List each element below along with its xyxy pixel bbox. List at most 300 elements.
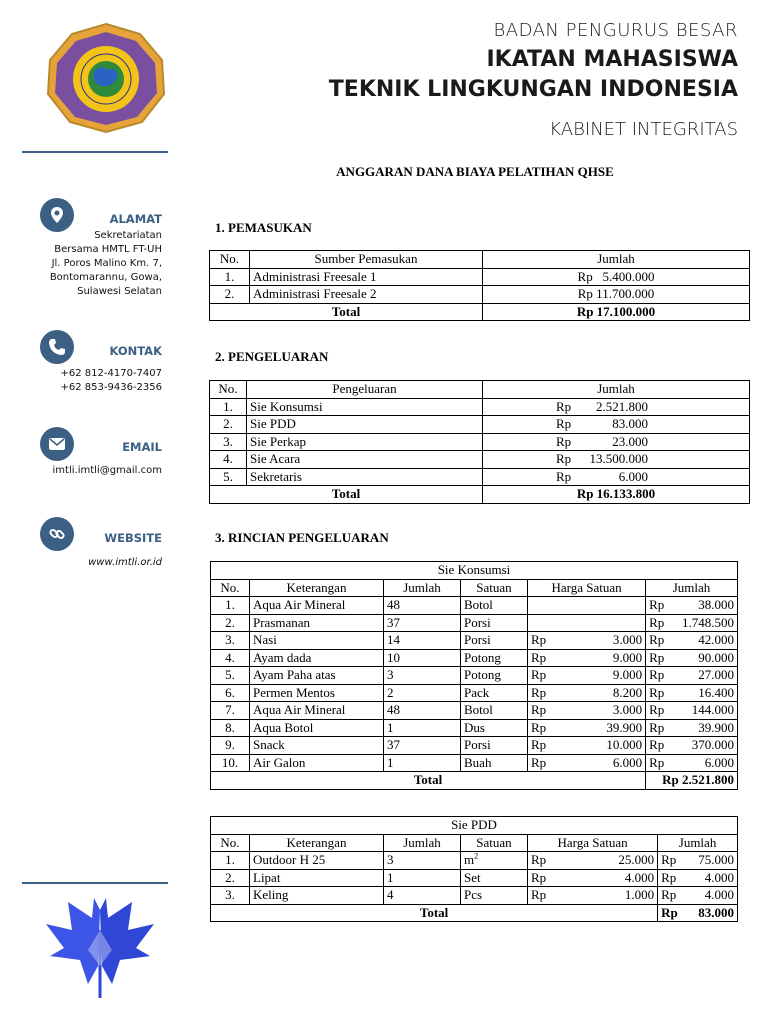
- cell-total-currency-text: Rp: [649, 719, 665, 735]
- cell-keterangan-text: Aqua Botol: [253, 719, 314, 735]
- header-no: No.: [211, 834, 250, 852]
- table-row: [211, 719, 738, 737]
- cell-no: 3.: [210, 433, 247, 451]
- table-row: [211, 632, 738, 650]
- header-jumlah-total: Jumlah: [658, 834, 738, 852]
- cell-harga-currency: [528, 852, 572, 870]
- cell-satuan: [461, 667, 528, 685]
- cell-jumlah-text: 1: [387, 719, 394, 735]
- cell-item: Sie PDD: [247, 416, 483, 434]
- cell-keterangan-text: Snack: [253, 737, 285, 753]
- cell-no-text: 8.: [225, 719, 235, 735]
- alamat-line: Sulawesi Selatan: [77, 286, 162, 297]
- header-jumlah: Jumlah: [384, 834, 461, 852]
- cell-item: Sekretaris: [247, 468, 483, 486]
- cell-keterangan-text: Prasmanan: [253, 614, 311, 630]
- header-line-1: BADAN PENGURUS BESAR: [493, 20, 738, 41]
- header-satuan: Satuan: [461, 834, 528, 852]
- cell-no-text: 6.: [225, 684, 235, 700]
- cell-jumlah: [384, 737, 461, 755]
- table-row: [211, 869, 738, 887]
- cell-no-text: 10.: [221, 754, 239, 770]
- cell-total: [670, 754, 737, 772]
- total-value: Rp 16.133.800: [483, 486, 750, 504]
- cell-jumlah: [483, 433, 750, 451]
- cell-harga: [568, 614, 646, 632]
- cell-total-text: 38.000: [698, 597, 734, 613]
- unit-superscript: 2: [474, 851, 479, 861]
- alamat-line: Bontomarannu, Gowa,: [49, 272, 162, 283]
- cell-keterangan-text: Aqua Air Mineral: [253, 702, 346, 718]
- total-label: Total: [210, 486, 483, 504]
- kontak-text: [61, 367, 162, 395]
- cell-jumlah: [384, 649, 461, 667]
- cell-no-text: 1.: [225, 852, 235, 868]
- cell-item: Sie Acara: [247, 451, 483, 469]
- cell-keterangan-text: Nasi: [253, 632, 277, 648]
- table-row: [211, 684, 738, 702]
- cell-total: [670, 597, 737, 615]
- currency: Rp: [556, 451, 572, 467]
- cell-satuan: [461, 754, 528, 772]
- cell-total-currency: [646, 719, 671, 737]
- cell-harga: [568, 737, 646, 755]
- cell-no: [211, 719, 250, 737]
- header-jumlah: Jumlah: [483, 381, 750, 399]
- total-row: [211, 904, 738, 922]
- cell-no-text: 2.: [225, 614, 235, 630]
- cell-satuan: [461, 649, 528, 667]
- pemasukan-table: [209, 250, 750, 321]
- cell-no-text: 1.: [225, 597, 235, 613]
- cell-harga-currency-text: Rp: [531, 632, 547, 648]
- cell-harga-text: 6.000: [612, 754, 643, 770]
- website-url[interactable]: www.imtli.or.id: [88, 557, 162, 568]
- cell-harga-text: 10.000: [606, 737, 643, 753]
- cell-total-currency-text: Rp: [649, 702, 665, 718]
- cell-no: [211, 754, 250, 772]
- cell-total-currency: [658, 869, 685, 887]
- cell-satuan-text: Set: [464, 869, 481, 885]
- currency: Rp: [556, 433, 572, 449]
- cell-harga-currency: [528, 597, 568, 615]
- cell-satuan: [461, 869, 528, 887]
- cell-keterangan-text: Outdoor H 25: [253, 852, 326, 868]
- cell-harga-currency: [528, 667, 568, 685]
- pdd-table: [210, 816, 738, 922]
- cell-satuan-text: Porsi: [464, 737, 491, 753]
- section-pemasukan-heading: 1. PEMASUKAN: [215, 220, 312, 235]
- cell-harga-currency: [528, 737, 568, 755]
- cell-jumlah: [384, 597, 461, 615]
- cell-keterangan: [250, 754, 384, 772]
- cell-keterangan: [250, 667, 384, 685]
- cell-satuan: [461, 632, 528, 650]
- table-row: [211, 754, 738, 772]
- cell-harga-currency: [528, 869, 572, 887]
- cell-jumlah-text: 1: [387, 754, 394, 770]
- cell-total-text: 4.000: [704, 869, 734, 885]
- email-icon: [40, 427, 74, 461]
- cell-jumlah-text: 2: [387, 684, 394, 700]
- cell-no: [211, 632, 250, 650]
- cell-satuan: [461, 737, 528, 755]
- cell-total-currency: [646, 597, 671, 615]
- cell-harga-currency-text: Rp: [531, 869, 547, 885]
- cell-total-currency-text: Rp: [661, 869, 677, 885]
- cell-no: [211, 737, 250, 755]
- cell-jumlah: [384, 632, 461, 650]
- cell-total-currency-text: Rp: [649, 614, 665, 630]
- amount: 83.000: [612, 416, 648, 432]
- cell-total-currency: [658, 887, 685, 905]
- table-row: [211, 649, 738, 667]
- cell-no: [211, 614, 250, 632]
- cell-satuan-text: Porsi: [464, 632, 491, 648]
- cell-total: [670, 719, 737, 737]
- cell-total-currency: [658, 852, 685, 870]
- konsumsi-table: [210, 561, 738, 790]
- cell-keterangan-text: Ayam Paha atas: [253, 667, 336, 683]
- total-value: Rp 17.100.000: [483, 303, 750, 321]
- cell-satuan-text: Dus: [464, 719, 485, 735]
- table-row: [210, 398, 750, 416]
- cell-keterangan: [250, 869, 384, 887]
- cell-harga-currency-text: Rp: [531, 737, 547, 753]
- header-no: No.: [210, 251, 250, 269]
- letterhead: [329, 20, 738, 141]
- cell-jumlah-text: 1: [387, 869, 394, 885]
- cell-harga-currency: [528, 632, 568, 650]
- cell-total: [684, 852, 737, 870]
- cell-satuan: [461, 719, 528, 737]
- cell-harga: [572, 869, 658, 887]
- cell-keterangan: [250, 887, 384, 905]
- cell-keterangan-text: Permen Mentos: [253, 684, 335, 700]
- cell-jumlah: [483, 468, 750, 486]
- cell-satuan-text: Botol: [464, 597, 493, 613]
- cell-no-text: 7.: [225, 702, 235, 718]
- total-value: 83.000: [684, 904, 737, 922]
- cell-jumlah: [483, 416, 750, 434]
- cell-keterangan: [250, 614, 384, 632]
- cell-harga-currency-text: Rp: [531, 887, 547, 903]
- header-keterangan: Keterangan: [250, 834, 384, 852]
- table-header-row: [210, 251, 750, 269]
- total-label: Total: [211, 772, 646, 790]
- alamat-line: Sekretariatan: [94, 230, 162, 241]
- header-line-3: TEKNIK LINGKUNGAN INDONESIA: [328, 77, 738, 102]
- sidebar-divider-bottom: [22, 882, 168, 884]
- cell-no-text: 9.: [225, 737, 235, 753]
- cell-jumlah: Rp 11.700.000: [483, 286, 750, 304]
- cell-total: [670, 649, 737, 667]
- cell-total: [684, 887, 737, 905]
- cell-harga-currency-text: Rp: [531, 684, 547, 700]
- cell-total-text: 370.000: [691, 737, 734, 753]
- table-header-row: [211, 579, 738, 597]
- cell-total-text: 75.000: [698, 852, 734, 868]
- cell-satuan: [461, 852, 528, 870]
- cell-jumlah-text: 14: [387, 632, 400, 648]
- cell-harga: [568, 667, 646, 685]
- currency: Rp: [556, 416, 572, 432]
- cell-total-text: 39.900: [698, 719, 734, 735]
- cell-total-currency: [646, 614, 671, 632]
- cell-keterangan: [250, 737, 384, 755]
- cell-no: [211, 597, 250, 615]
- cell-total-text: 6.000: [704, 754, 734, 770]
- cell-harga: [568, 632, 646, 650]
- cell-harga-currency: [528, 887, 572, 905]
- cell-no-text: 2.: [225, 869, 235, 885]
- cell-total-currency-text: Rp: [649, 649, 665, 665]
- maple-leaf-icon: [40, 890, 160, 1000]
- cell-harga-currency: [528, 719, 568, 737]
- cell-total-currency-text: Rp: [649, 737, 665, 753]
- cell-sumber: Administrasi Freesale 2: [250, 286, 483, 304]
- cell-harga-text: 3.000: [612, 702, 643, 718]
- cell-harga-text: 25.000: [618, 852, 655, 868]
- cell-satuan-text: m: [464, 852, 475, 868]
- cell-harga: [568, 702, 646, 720]
- cell-harga-currency-text: Rp: [531, 667, 547, 683]
- cell-harga-text: 8.200: [612, 684, 643, 700]
- pengeluaran-table: [209, 380, 750, 504]
- header-pengeluaran: Pengeluaran: [247, 381, 483, 399]
- section-pengeluaran-heading: 2. PENGELUARAN: [215, 349, 329, 364]
- total-label: Total: [211, 904, 658, 922]
- organization-logo: [42, 22, 170, 134]
- header-harga-satuan: Harga Satuan: [528, 834, 658, 852]
- cell-jumlah-text: 3: [387, 667, 394, 683]
- cell-keterangan: [250, 649, 384, 667]
- cell-keterangan-text: Aqua Air Mineral: [253, 597, 346, 613]
- cell-total: [670, 614, 737, 632]
- cell-total-currency: [646, 649, 671, 667]
- cell-jumlah: [384, 852, 461, 870]
- cell-jumlah: Rp 5.400.000: [483, 268, 750, 286]
- cell-total: [670, 684, 737, 702]
- header-sumber: Sumber Pemasukan: [250, 251, 483, 269]
- cell-no: [211, 684, 250, 702]
- cell-total-currency: [646, 632, 671, 650]
- table-row: [210, 451, 750, 469]
- cell-keterangan: [250, 719, 384, 737]
- cell-harga: [572, 887, 658, 905]
- cell-total-text: 16.400: [698, 684, 734, 700]
- table-row: [211, 702, 738, 720]
- amount: 23.000: [612, 433, 648, 449]
- table-row: [210, 433, 750, 451]
- amount: 13.500.000: [589, 451, 648, 467]
- cell-keterangan-text: Ayam dada: [253, 649, 312, 665]
- total-row: [210, 486, 750, 504]
- cell-satuan-text: Pcs: [464, 887, 483, 903]
- cell-harga: [568, 649, 646, 667]
- cell-jumlah: [384, 887, 461, 905]
- cell-harga-text: 4.000: [624, 869, 655, 885]
- cell-harga-currency: [528, 614, 568, 632]
- cell-harga-currency: [528, 754, 568, 772]
- cell-satuan-text: Botol: [464, 702, 493, 718]
- cell-total-text: 42.000: [698, 632, 734, 648]
- table-row: [211, 887, 738, 905]
- header-no: No.: [211, 579, 250, 597]
- cell-harga: [568, 684, 646, 702]
- table-row: [211, 597, 738, 615]
- cell-total-currency-text: Rp: [649, 597, 665, 613]
- website-title: WEBSITE: [104, 531, 162, 545]
- cell-harga-text: 9.000: [612, 649, 643, 665]
- table-row: [211, 852, 738, 870]
- cell-total: [684, 869, 737, 887]
- cell-total-currency: [646, 684, 671, 702]
- cell-keterangan-text: Lipat: [253, 869, 281, 885]
- header-jumlah: Jumlah: [384, 579, 461, 597]
- cell-harga: [572, 852, 658, 870]
- location-icon: [40, 198, 74, 232]
- cell-total: [670, 702, 737, 720]
- cell-total-text: 1.748.500: [682, 614, 734, 630]
- cell-keterangan-text: Keling: [253, 887, 289, 903]
- cell-no: [211, 649, 250, 667]
- cell-no: 4.: [210, 451, 247, 469]
- cell-jumlah-text: 4: [387, 887, 394, 903]
- header-keterangan: Keterangan: [250, 579, 384, 597]
- cell-no: [211, 852, 250, 870]
- kontak-title: KONTAK: [109, 344, 162, 358]
- cell-keterangan: [250, 684, 384, 702]
- cell-harga: [568, 754, 646, 772]
- cell-total-currency: [646, 737, 671, 755]
- phone-number: +62 853-9436-2356: [60, 382, 162, 393]
- cell-satuan: [461, 597, 528, 615]
- cell-no: 5.: [210, 468, 247, 486]
- table-caption-row: [211, 562, 738, 580]
- cell-keterangan: [250, 852, 384, 870]
- header-line-2: IKATAN MAHASISWA: [486, 47, 738, 72]
- email-title: EMAIL: [122, 440, 162, 454]
- table-header-row: [210, 381, 750, 399]
- cell-satuan: [461, 887, 528, 905]
- table-row: [211, 737, 738, 755]
- header-line-4: KABINET INTEGRITAS: [549, 119, 738, 140]
- amount: 2.521.800: [596, 398, 648, 414]
- total-label: Total: [210, 303, 483, 321]
- cell-total-currency-text: Rp: [649, 632, 665, 648]
- total-row: [210, 303, 750, 321]
- header-jumlah: Jumlah: [483, 251, 750, 269]
- cell-harga-currency-text: Rp: [531, 702, 547, 718]
- cell-harga-text: 1.000: [624, 887, 655, 903]
- cell-keterangan: [250, 632, 384, 650]
- cell-no: 1.: [210, 398, 247, 416]
- cell-jumlah: [384, 754, 461, 772]
- cell-harga: [568, 597, 646, 615]
- cell-jumlah-text: 3: [387, 852, 394, 868]
- header-no: No.: [210, 381, 247, 399]
- cell-jumlah: [384, 702, 461, 720]
- cell-satuan-text: Potong: [464, 667, 501, 683]
- cell-jumlah: [483, 398, 750, 416]
- cell-jumlah: [384, 869, 461, 887]
- alamat-line: Jl. Poros Malino Km. 7,: [51, 258, 162, 269]
- cell-satuan-text: Potong: [464, 649, 501, 665]
- cell-total-text: 4.000: [704, 887, 734, 903]
- cell-total: [670, 667, 737, 685]
- cell-no: [211, 667, 250, 685]
- phone-icon: [40, 330, 74, 364]
- total-value: Rp 2.521.800: [646, 772, 738, 790]
- cell-jumlah: [483, 451, 750, 469]
- cell-satuan-text: Porsi: [464, 614, 491, 630]
- cell-total-currency-text: Rp: [649, 667, 665, 683]
- cell-total-currency: [646, 754, 671, 772]
- cell-no: [211, 702, 250, 720]
- cell-no-text: 4.: [225, 649, 235, 665]
- cell-harga-currency-text: Rp: [531, 754, 547, 770]
- cell-total-currency-text: Rp: [661, 887, 677, 903]
- cell-harga-currency-text: Rp: [531, 649, 547, 665]
- header-satuan: Satuan: [461, 579, 528, 597]
- cell-harga-text: 3.000: [612, 632, 643, 648]
- cell-jumlah-text: 37: [387, 737, 400, 753]
- table-caption-row: [211, 817, 738, 835]
- cell-satuan: [461, 702, 528, 720]
- phone-number: +62 812-4170-7407: [60, 368, 162, 379]
- cell-jumlah: [384, 684, 461, 702]
- amount: 6.000: [618, 468, 648, 484]
- cell-keterangan: [250, 597, 384, 615]
- total-row: [211, 772, 738, 790]
- cell-jumlah: [384, 719, 461, 737]
- cell-no: [211, 869, 250, 887]
- cell-jumlah-text: 10: [387, 649, 400, 665]
- cell-harga-currency: [528, 702, 568, 720]
- cell-satuan-text: Buah: [464, 754, 492, 770]
- cell-no-text: 5.: [225, 667, 235, 683]
- cell-keterangan: [250, 702, 384, 720]
- cell-satuan: [461, 684, 528, 702]
- konsumsi-caption: Sie Konsumsi: [211, 562, 738, 580]
- cell-no-text: 3.: [225, 887, 235, 903]
- link-icon: [40, 517, 74, 551]
- cell-total: [670, 737, 737, 755]
- cell-harga-currency: [528, 684, 568, 702]
- cell-harga-currency: [528, 649, 568, 667]
- cell-no: 1.: [210, 268, 250, 286]
- table-row: [211, 614, 738, 632]
- cell-harga-text: 39.900: [606, 719, 643, 735]
- cell-item: Sie Perkap: [247, 433, 483, 451]
- pdd-caption: Sie PDD: [211, 817, 738, 835]
- cell-total-currency-text: Rp: [649, 684, 665, 700]
- section-rincian-heading: 3. RINCIAN PENGELUARAN: [215, 530, 389, 545]
- header-jumlah-total: Jumlah: [646, 579, 738, 597]
- table-row: [210, 268, 750, 286]
- alamat-title: ALAMAT: [109, 212, 162, 226]
- table-row: [211, 667, 738, 685]
- cell-harga-currency-text: Rp: [531, 852, 547, 868]
- cell-total-currency: [646, 702, 671, 720]
- cell-item: Sie Konsumsi: [247, 398, 483, 416]
- email-address[interactable]: imtli.imtli@gmail.com: [52, 465, 162, 476]
- cell-harga-text: 9.000: [612, 667, 643, 683]
- cell-harga-currency-text: Rp: [531, 719, 547, 735]
- table-header-row: [211, 834, 738, 852]
- cell-total-currency: [646, 667, 671, 685]
